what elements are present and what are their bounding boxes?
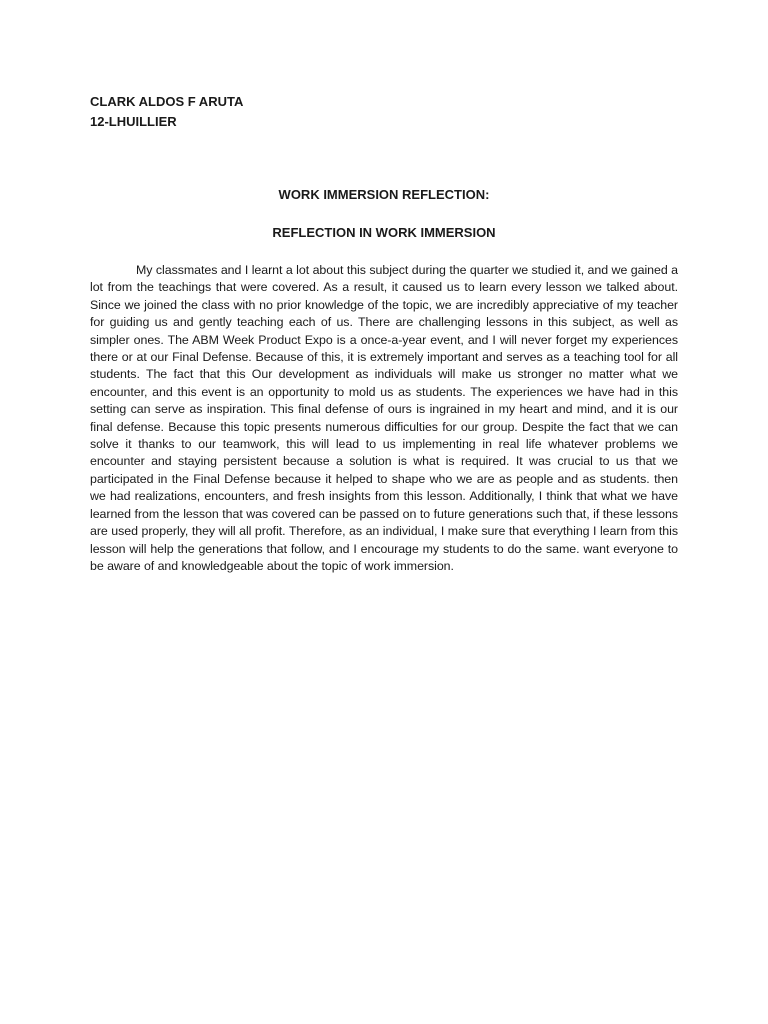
author-block xyxy=(90,92,243,132)
document-subtitle: REFLECTION IN WORK IMMERSION xyxy=(272,225,496,240)
student-section: 12-LHUILLIER xyxy=(90,114,177,129)
body-paragraph: My classmates and I learnt a lot about this subject during the quarter we studied it, and we gained a lot from the teachings that were covered. As a result, it caused us to learn every lesson we talked about. Since we joined the class with no prior knowledge of the topic, we are incredibly appreciative of my teacher for guiding us and gently teaching each of us. There are challenging lessons in this subject, as well as simpler ones. The ABM Week Product Expo is a once-a-year event, and I will never forget my experiences there or at our Final Defense. Because of this, it is extremely important and serves as a teaching tool for all students. The fact that this Our development as individuals will make us stronger no matter what we encounter, and this event is an opportunity to mold us as students. The experiences we have had in this setting can serve as inspiration. This final defense of ours is ingrained in my heart and mind, and it is our final defense. Because this topic presents numerous difficulties for our group. Despite the fact that we can solve it thanks to our teamwork, this will lead to us implementing in real life whatever problems we encounter and staying persistent because a solution is what is required. It was crucial to us that we participated in the Final Defense because it helped to shape who we are as people and as students. then we had realizations, encounters, and fresh insights from this lesson. Additionally, I think that what we have learned from the lesson that was covered can be passed on to future generations such that, if these lessons are used properly, they will all profit. Therefore, as an individual, I make sure that everything I learn from this lesson will help the generations that follow, and I encourage my students to do the same. want everyone to be aware of and knowledgeable about the topic of work immersion. xyxy=(90,263,678,573)
document-title: WORK IMMERSION REFLECTION: xyxy=(278,187,490,202)
author-name: CLARK ALDOS F ARUTA xyxy=(90,94,244,109)
